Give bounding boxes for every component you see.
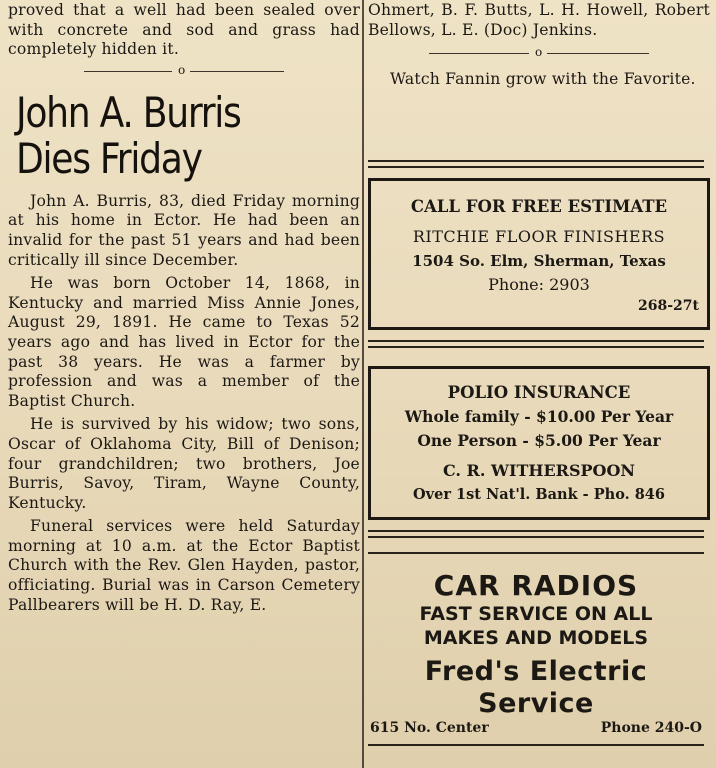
rule [368,530,704,538]
rule [368,744,704,748]
ad2-line-3: One Person - $5.00 Per Year [417,431,661,450]
column-rule [362,0,364,768]
rule [368,340,704,348]
fannin-note: Watch Fannin grow with the Favorite. [390,70,696,89]
paragraph-2: He was born October 14, 1868, in Kentucky and married Miss Annie Jones, August 29, 1891. He came to Texas 52 years ago and has lived in Ector for the past 38 years. He was a farmer by profession and was a member of the Baptist Church. [8,274,360,410]
divider: o [84,64,284,78]
right-column [368,0,710,736]
ad1-line-2: RITCHIE FLOOR FINISHERS [412,227,666,246]
ad2-line-5: Over 1st Nat'l. Bank - Pho. 846 [413,486,665,503]
ad-floor-finishers [368,178,710,330]
intro-text: proved that a well had been sealed over with concrete and sod and grass had completely hidden it. [8,1,360,59]
ad3-sub-2: MAKES AND MODELS [423,627,649,649]
rule [368,160,704,168]
paragraph-4: Funeral services were held Saturday morning at 10 a.m. at the Ector Baptist Church with the Rev. Glen Hayden, pastor, officiating. Burial was in Carson Cemetery Pallbearers will be H. D. Ray, E. [8,517,360,614]
ad3-phone: Phone 240-O [600,720,702,736]
headline [16,87,312,183]
paragraph-1: John A. Burris, 83, died Friday morning at his home in Ector. He had been an invalid for the past 51 years and had been critically ill since December. [8,191,360,269]
rule [368,552,704,556]
pallbearers-continued: Ohmert, B. F. Butts, L. H. Howell, Robert Bellows, L. E. (Doc) Jenkins. [368,1,710,39]
headline-line-1: John A. Burris [16,87,241,137]
ad3-address: 615 No. Center [370,720,489,736]
ad1-code: 268-27t [638,298,699,314]
ad3-footer [368,720,704,736]
ad-car-radios [368,570,704,736]
left-column [8,0,360,615]
ad3-title: CAR RADIOS [433,569,639,602]
ad2-line-4: C. R. WITHERSPOON [442,461,636,480]
ad2-line-1: POLIO INSURANCE [447,383,631,402]
divider: o [429,46,649,60]
ad1-line-4: Phone: 2903 [488,275,590,294]
ad1-line-3: 1504 So. Elm, Sherman, Texas [412,252,666,270]
ad3-sub-1: FAST SERVICE ON ALL [419,603,653,625]
ad2-line-2: Whole family - $10.00 Per Year [404,407,674,426]
ad1-line-1: CALL FOR FREE ESTIMATE [410,197,668,216]
headline-line-2: Dies Friday [16,133,202,183]
paragraph-3: He is survived by his widow; two sons, Oscar of Oklahoma City, Bill of Denison; four grandchildren; two brothers, Joe Burris, Savoy, Tiram, Wayne County, Kentucky. [8,415,360,512]
ad-polio-insurance [368,366,710,520]
ad3-shop-name: Fred's Electric Service [424,656,648,719]
